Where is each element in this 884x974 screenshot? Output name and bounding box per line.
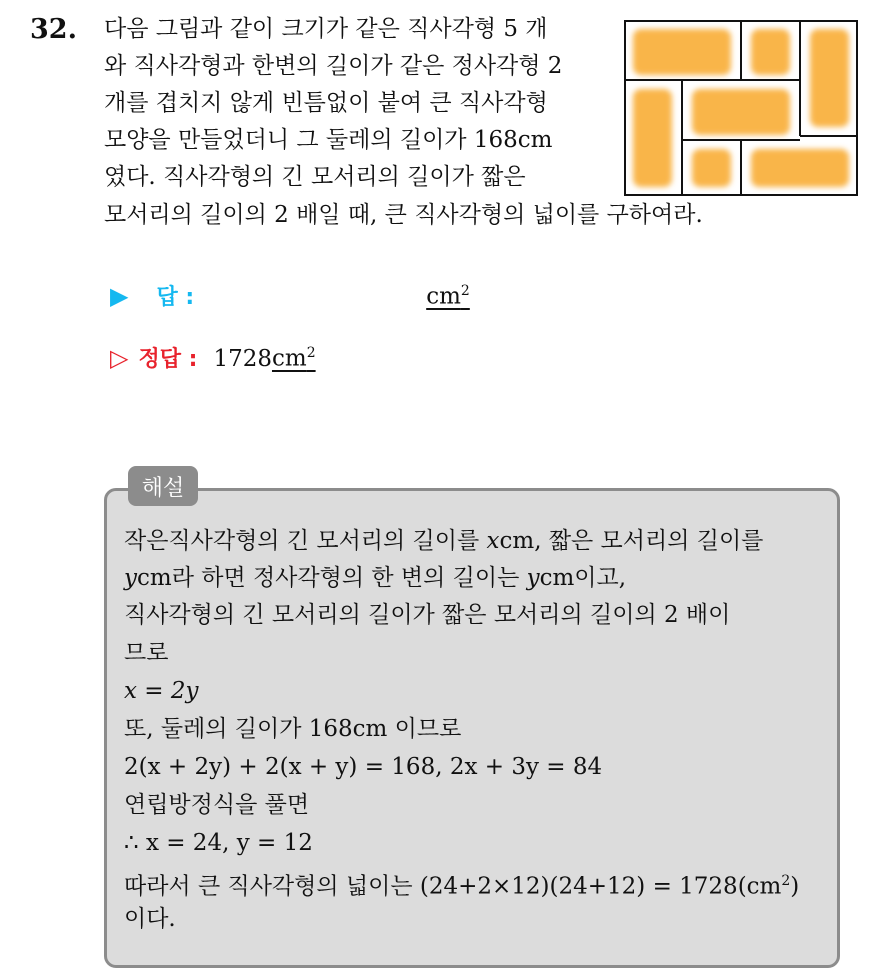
solution-line-8: 연립방정식을 풀면 [124,792,310,818]
solution-line-10: 따라서 큰 직사각형의 넓이는 $(24+2\times 12)(24+12) = 1728(cm^2)$ [124,873,800,900]
solution-line-6: 또, 둘레의 길이가 168cm 이므로 [124,716,462,742]
question-text-line-1: 다음 그림과 같이 크기가 같은 직사각형 5 개 [104,16,548,42]
solution-line-4: 므로 [124,640,169,666]
correct-answer-label: 정답 : [138,347,198,372]
question-text-line-4: 모양을 만들었더니 그 둘레의 길이가 168cm [104,127,553,153]
question-text-line-6: 모서리의 길이의 2 배일 때, 큰 직사각형의 넓이를 구하여라. [104,202,703,228]
correct-answer-row [110,342,316,373]
answer-label: 답 : [156,285,195,310]
question-number: 32. [30,14,77,45]
correct-answer-unit: $cm^2$ [271,345,316,372]
correct-answer-value: 1728 [213,346,272,372]
solution-line-9: ∴ x = 24, y = 12 [124,830,313,856]
solution-tag: 해설 [128,466,198,506]
question-text-line-5: 였다. 직사각형의 긴 모서리의 길이가 짧은 [104,164,526,190]
play-triangle-icon: ▶ [110,282,129,310]
question-text-line-2: 와 직사각형과 한변의 길이가 같은 정사각형 2 [104,53,563,79]
solution-line-11: 이다. [124,906,176,932]
solution-line-2: ycm라 하면 정사각형의 한 변의 길이는 ycm이고, [124,565,627,591]
solution-line-3: 직사각형의 긴 모서리의 길이가 짧은 모서리의 길이의 2 배이 [124,602,731,628]
outline-triangle-icon: ▷ [110,344,129,372]
rectangle-tiling-figure [624,20,858,196]
solution-line-1: 작은직사각형의 긴 모서리의 길이를 xcm, 짧은 모서리의 길이를 [124,528,764,554]
solution-line-7: 2(x + 2y) + 2(x + y) = 168, 2x + 3y = 84 [124,754,603,780]
solution-line-5: x = 2y [124,678,199,704]
answer-unit: $cm^2$ [426,283,470,310]
question-text-line-3: 개를 겹치지 않게 빈틈없이 붙여 큰 직사각형 [104,90,548,116]
answer-row [110,280,470,311]
